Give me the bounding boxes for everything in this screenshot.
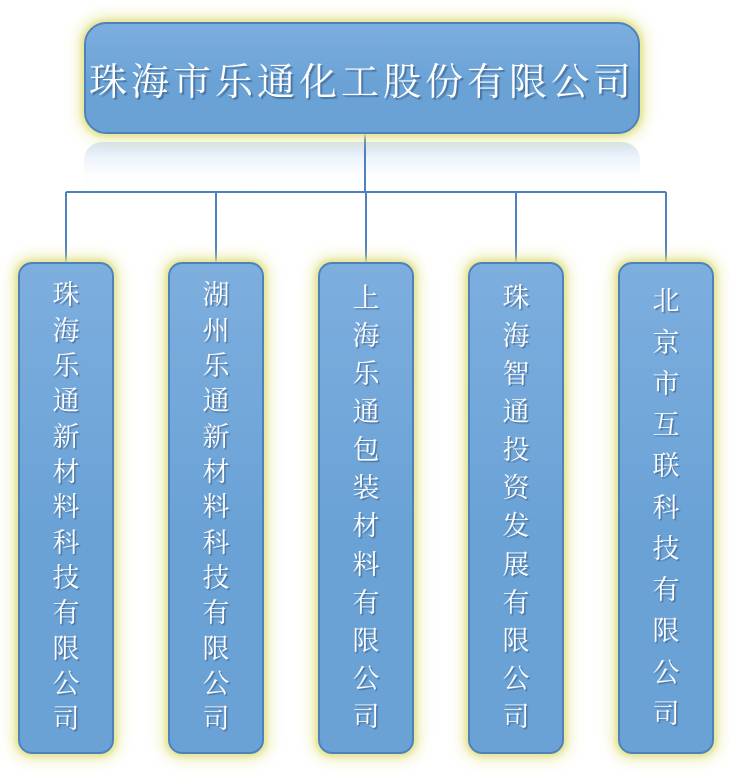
- child-node-label: 湖 州 乐 通 新 材 料 科 技 有 限 公 司: [202, 280, 230, 735]
- child-node-subsidiary-4: [468, 262, 564, 754]
- child-node-label: 珠 海 智 通 投 资 发 展 有 限 公 司: [502, 283, 530, 732]
- child-node-subsidiary-3: [318, 262, 414, 754]
- child-node-label: 珠 海 乐 通 新 材 料 科 技 有 限 公 司: [52, 280, 80, 735]
- root-node-parent-company: [84, 22, 640, 134]
- root-node-label: 珠海市乐通化工股份有限公司: [88, 61, 635, 104]
- child-node-subsidiary-5: [618, 262, 714, 754]
- child-node-label: 上 海 乐 通 包 装 材 料 有 限 公 司: [352, 283, 380, 732]
- child-node-subsidiary-1: [18, 262, 114, 754]
- child-node-subsidiary-2: [168, 262, 264, 754]
- child-node-label: 北 京 市 互 联 科 技 有 限 公 司: [652, 286, 680, 729]
